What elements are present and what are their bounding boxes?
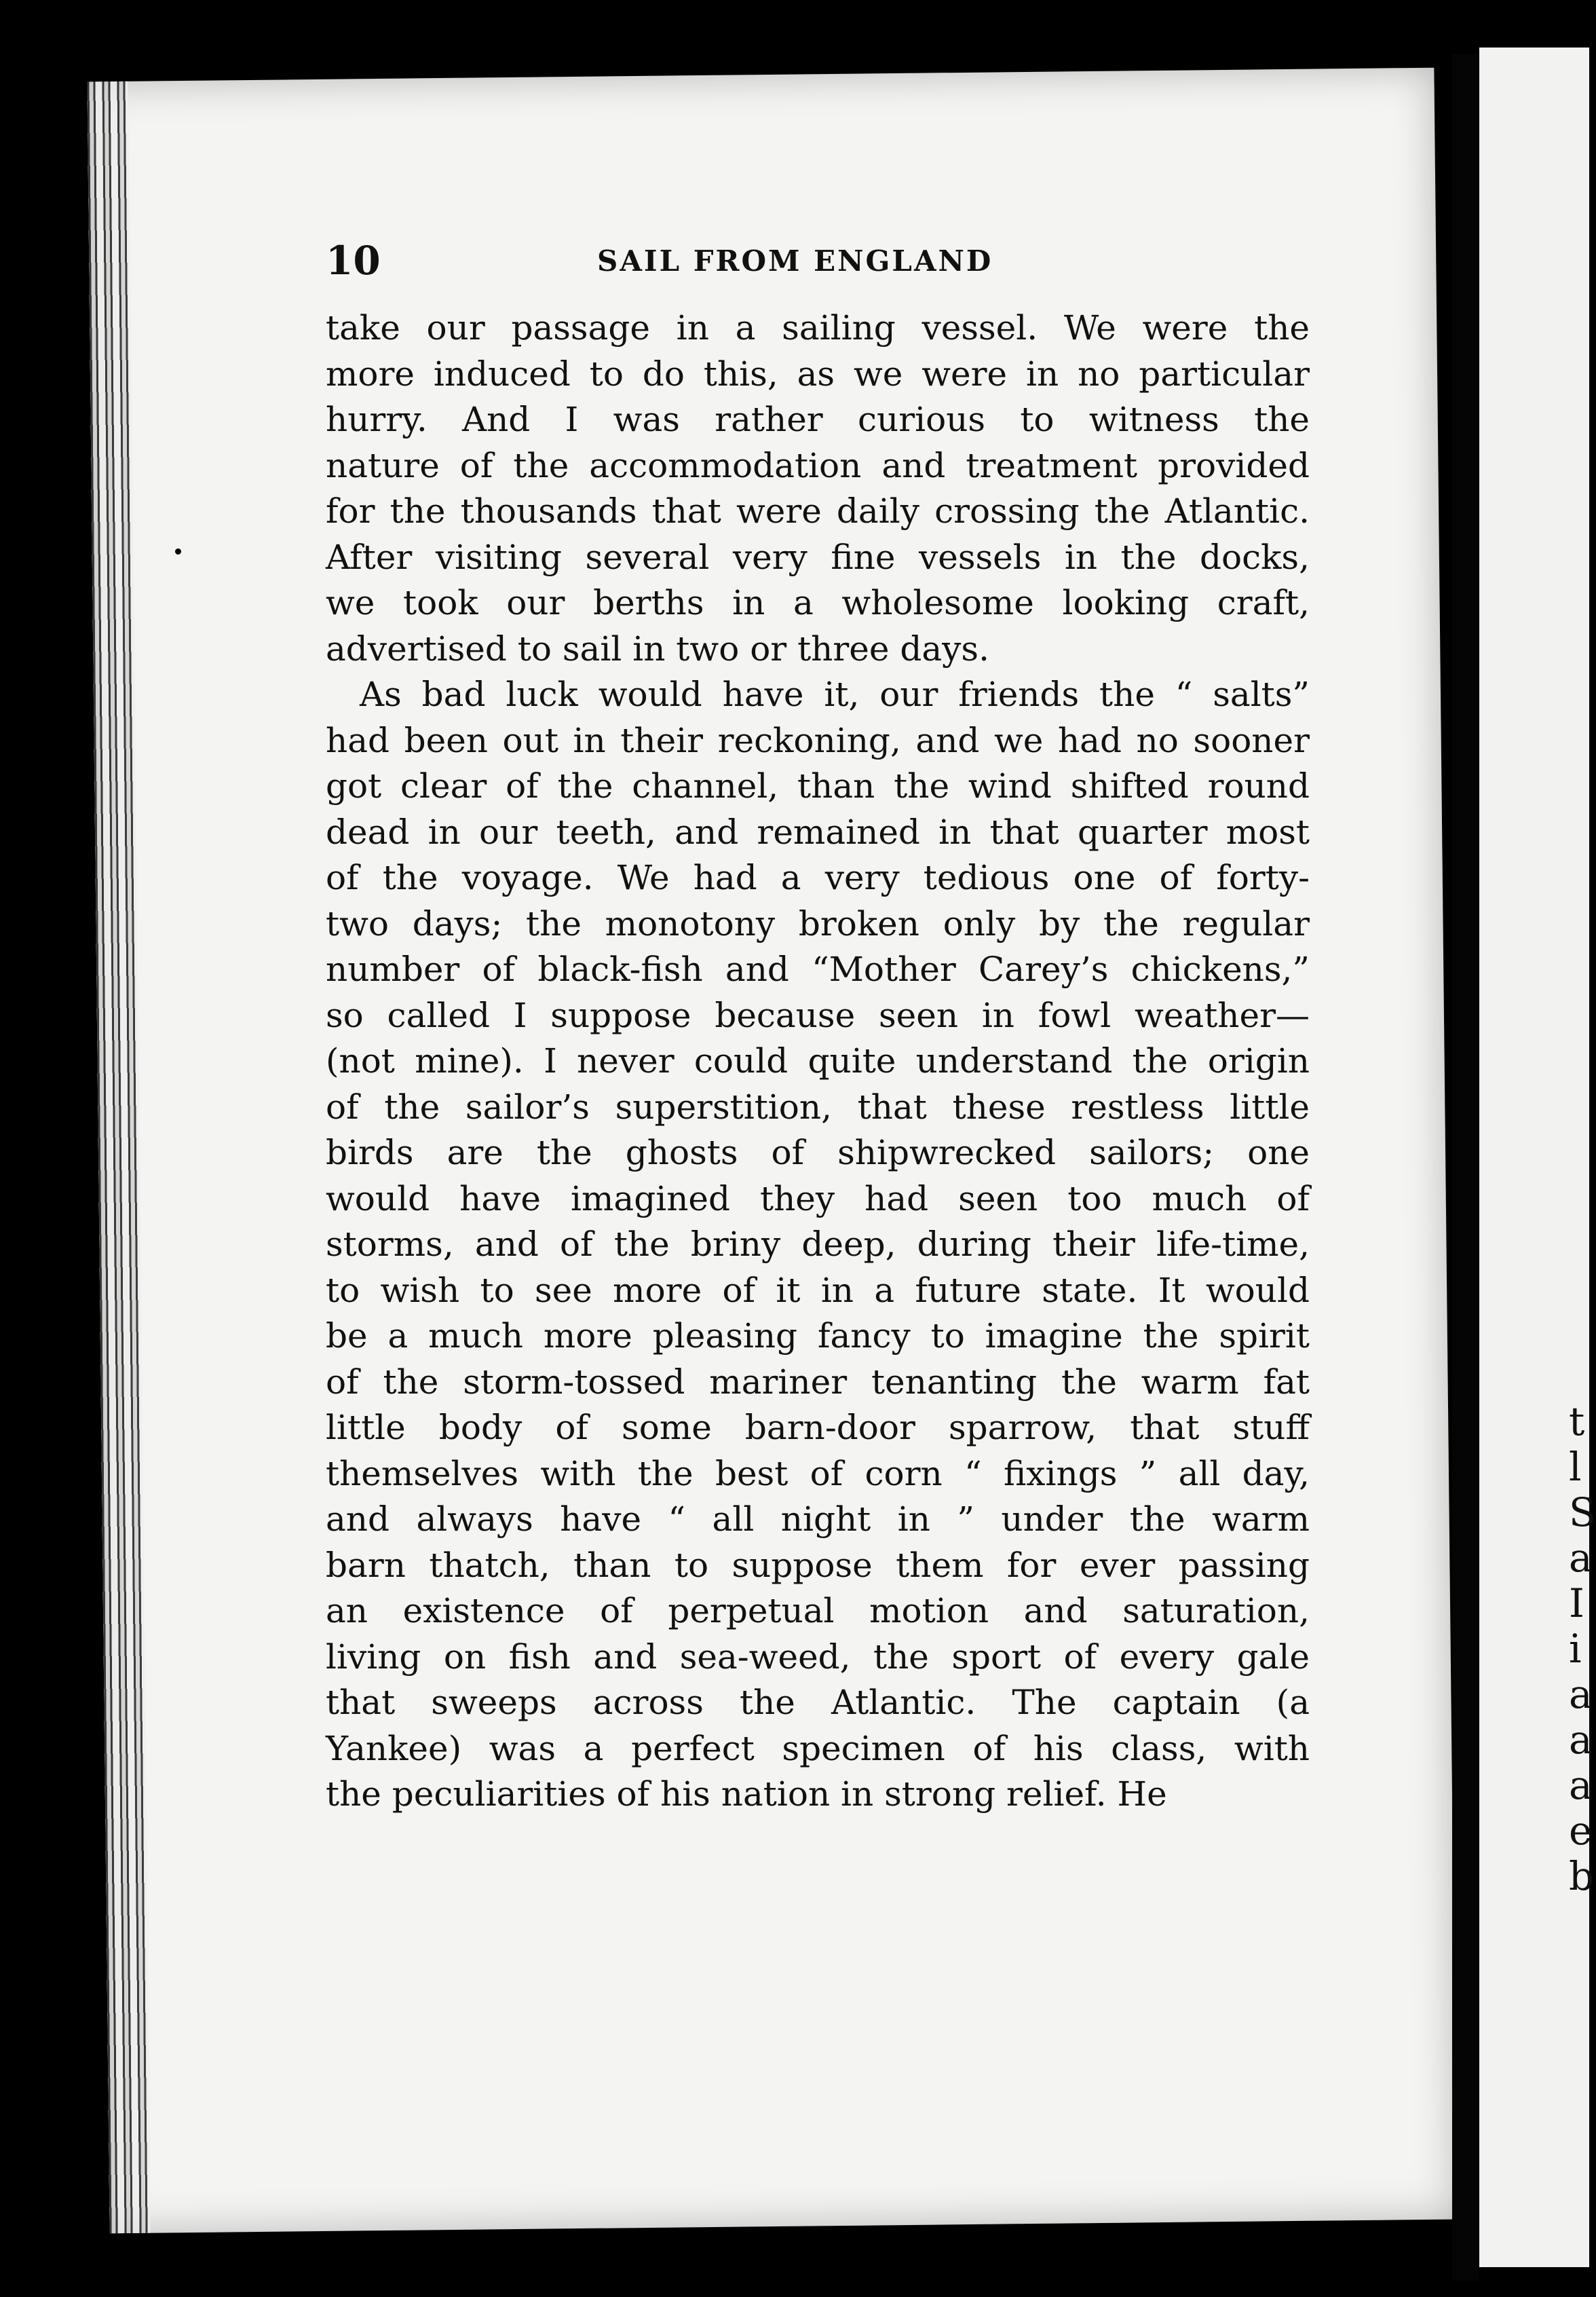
next-page-fragment: S (1569, 1489, 1596, 1535)
text-line: would have imagined they had seen too much of (326, 1178, 1310, 1218)
text-line: advertised to sail in two or three days. (326, 629, 989, 669)
page-header (326, 238, 1357, 292)
text-line: two days; the monotony broken only by the regular (326, 903, 1310, 944)
text-line: barn thatch, than to suppose them for ever passing (326, 1545, 1310, 1585)
page-number: 10 (326, 238, 381, 284)
text-line: After visiting several very fine vessels in the docks, (326, 537, 1310, 577)
text-line: storms, and of the briny deep, during their life-time, (326, 1225, 1310, 1264)
next-page-fragment: i (1569, 1626, 1582, 1672)
next-page-fragment: e (1569, 1808, 1593, 1854)
text-line: take our passage in a sailing vessel. We were the (326, 308, 1310, 348)
text-line: birds are the ghosts of shipwrecked sailors; one (326, 1133, 1310, 1172)
text-line: (not mine). I never could quite understand the origin (326, 1041, 1310, 1081)
text-line: that sweeps across the Atlantic. The captain (a (326, 1683, 1310, 1722)
next-page-fragment: b (1569, 1853, 1595, 1899)
next-page-fragment: a (1569, 1762, 1593, 1808)
next-page-fragment: l (1569, 1444, 1582, 1490)
text-line: be a much more pleasing fancy to imagine the spirit (326, 1316, 1310, 1356)
next-page-fragment: a (1569, 1717, 1593, 1763)
next-page-fragment: t (1569, 1398, 1585, 1444)
text-line: so called I suppose because seen in fowl weather— (326, 995, 1310, 1035)
text-line: themselves with the best of corn “ fixings ” all day, (326, 1453, 1310, 1493)
text-line: nature of the accommodation and treatment provided (326, 445, 1310, 485)
text-line: of the sailor’s superstition, that these restless little (326, 1087, 1310, 1127)
ink-speck (1388, 54, 1392, 61)
text-line: got clear of the channel, than the wind shifted round (326, 766, 1310, 806)
text-line: the peculiarities of his nation in strong relief. He (326, 1774, 1167, 1814)
next-page-fragment: a (1569, 1535, 1593, 1581)
paragraph (326, 305, 1310, 672)
text-line: we took our berths in a wholesome looking craft, (326, 583, 1310, 622)
running-head: SAIL FROM ENGLAND (597, 244, 993, 278)
text-line: hurry. And I was rather curious to witness the (326, 400, 1310, 439)
book-gutter (1452, 54, 1479, 2281)
text-line: had been out in their reckoning, and we had no sooner (326, 720, 1310, 760)
text-line: to wish to see more of it in a future state. It would (326, 1270, 1310, 1310)
text-line: As bad luck would have it, our friends the “ salts” (360, 675, 1310, 714)
text-line: little body of some barn-door sparrow, that stuff (326, 1408, 1310, 1447)
paragraph (326, 672, 1310, 1818)
text-line: an existence of perpetual motion and saturation, (326, 1591, 1310, 1630)
text-line: number of black-fish and “Mother Carey’s chickens,” (326, 950, 1310, 989)
next-page-fragment: I (1569, 1580, 1584, 1626)
text-line: dead in our teeth, and remained in that quarter most (326, 812, 1310, 852)
text-line: of the storm-tossed mariner tenanting the warm fat (326, 1362, 1310, 1402)
page-edge-lines (87, 81, 150, 2233)
text-line: Yankee) was a perfect specimen of his class, with (326, 1728, 1310, 1768)
book-page-right-fragment (1479, 48, 1596, 2267)
text-line: of the voyage. We had a very tedious one of forty- (326, 858, 1310, 897)
text-line: more induced to do this, as we were in no particular (326, 354, 1310, 394)
ink-speck (175, 548, 181, 555)
body-text (326, 305, 1310, 1818)
text-line: for the thousands that were daily crossing the Atlantic. (326, 491, 1310, 531)
text-line: living on fish and sea-weed, the sport of every gale (326, 1637, 1310, 1677)
next-page-fragment: a (1569, 1671, 1593, 1717)
text-line: and always have “ all night in ” under the warm (326, 1499, 1310, 1539)
ink-speck (1403, 20, 1413, 30)
